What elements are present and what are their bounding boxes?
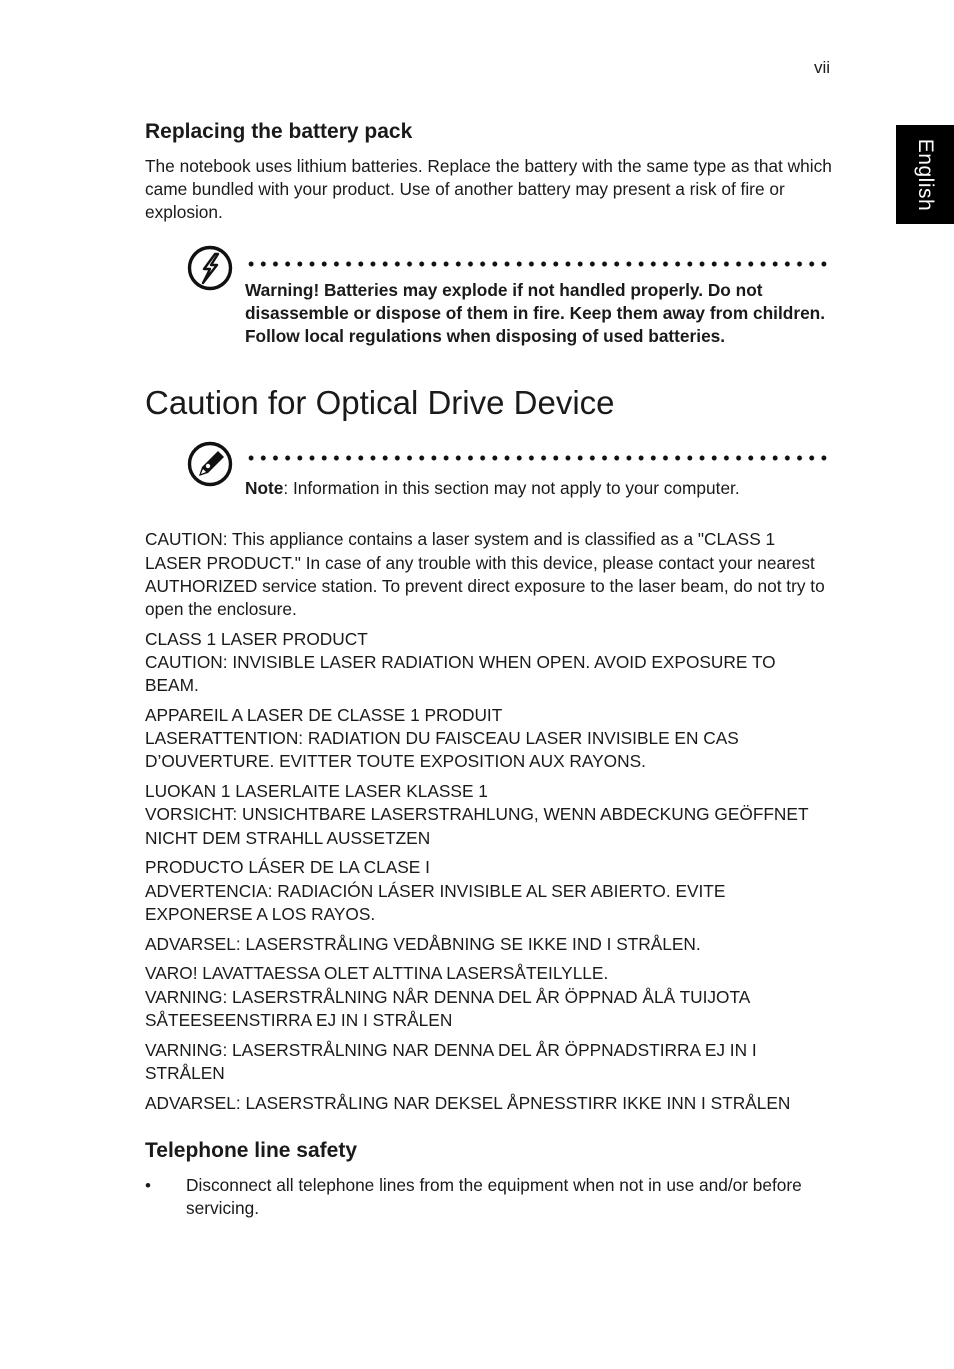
laser-label-line: VARNING: LASERSTRÅLNING NAR DENNA DEL ÅR ÖPPNADSTIRRA EJ IN I STRÅLEN <box>145 1039 757 1083</box>
note-text <box>245 441 833 500</box>
laser-label-block <box>145 962 833 1032</box>
laser-label-line: ADVARSEL: LASERSTRÅLING VEDÅBNING SE IKKE IND I STRÅLEN. <box>145 933 701 954</box>
laser-label-line: LUOKAN 1 LASERLAITE LASER KLASSE 1 <box>145 781 488 802</box>
bullet: • <box>145 1175 151 1195</box>
laser-label-line: CAUTION: INVISIBLE LASER RADIATION WHEN OPEN. AVOID EXPOSURE TO BEAM. <box>145 652 776 696</box>
laser-label-line: VARNING: LASERSTRÅLNING NÅR DENNA DEL ÅR ÖPPNAD ÅLÅ TUIJOTA SÅTEESEENSTIRRA EJ IN I STRÅLEN <box>145 986 750 1030</box>
battery-warning: Warning! Batteries may explode if not handled properly. Do not disassemble or dispose of them in fire. Keep them away from children. Follow local regulations when disposing of used batteries. <box>245 279 826 347</box>
laser-label-line: PRODUCTO LÁSER DE LA CLASE I <box>145 857 430 878</box>
laser-label-block <box>145 1039 833 1085</box>
language-tab-label: English <box>914 138 937 211</box>
laser-label-line: VARO! LAVATTAESSA OLET ALTTINA LASERSÅTEILYLLE. <box>145 963 609 984</box>
laser-label-line: ADVARSEL: LASERSTRÅLING NAR DEKSEL ÅPNESSTIRR IKKE INN I STRÅLEN <box>145 1092 791 1113</box>
page-number: vii <box>813 58 830 77</box>
laser-label-line: LASERATTENTION: RADIATION DU FAISCEAU LASER INVISIBLE EN CAS D’OUVERTURE. EVITTER TOUTE EXPOSITION AUX RAYONS. <box>145 728 739 772</box>
laser-caution: CAUTION: This appliance contains a laser system and is classified as a "CLASS 1 LASER PRODUCT." In case of any trouble with this device, please contact your nearest AUTHORIZED service station. To prevent direct exposure to the laser beam, do not try to open the enclosure. <box>145 529 825 620</box>
laser-label-line: VORSICHT: UNSICHTBARE LASERSTRAHLUNG, WENN ABDECKUNG GEÖFFNET NICHT DEM STRAHLL AUSSETZEN <box>145 804 809 848</box>
laser-label-block <box>145 856 833 926</box>
laser-label-line: CLASS 1 LASER PRODUCT <box>145 628 368 649</box>
telephone-item: Disconnect all telephone lines from the equipment when not in use and/or before servicing. <box>186 1174 802 1219</box>
laser-label-block <box>145 628 833 698</box>
note-callout <box>145 441 833 500</box>
laser-label-block <box>145 780 833 850</box>
note-body: : Information in this section may not apply to your computer. <box>283 478 740 499</box>
list-item <box>145 1174 833 1220</box>
telephone-heading: Telephone line safety <box>145 1138 357 1162</box>
note-label: Note <box>245 478 284 499</box>
warning-callout <box>145 245 833 349</box>
battery-paragraph: The notebook uses lithium batteries. Replace the battery with the same type as that which came bundled with your product. Use of another battery may present a risk of fire or explosion. <box>145 156 832 223</box>
laser-label-block <box>145 704 833 774</box>
laser-label-block <box>145 1092 833 1115</box>
laser-label-line: ADVERTENCIA: RADIACIÓN LÁSER INVISIBLE AL SER ABIERTO. EVITE EXPONERSE A LOS RAYOS. <box>145 880 726 924</box>
page-content <box>145 118 833 1220</box>
laser-label-block <box>145 933 833 956</box>
laser-labels <box>145 628 833 1115</box>
laser-label-line: APPAREIL A LASER DE CLASSE 1 PRODUIT <box>145 705 503 726</box>
battery-heading: Replacing the battery pack <box>145 120 413 143</box>
pen-note-icon <box>187 441 233 487</box>
language-tab <box>896 125 954 224</box>
lightning-warning-icon <box>187 245 233 291</box>
note-divider <box>245 455 833 461</box>
optical-heading: Caution for Optical Drive Device <box>145 384 615 422</box>
warning-divider <box>245 261 833 267</box>
